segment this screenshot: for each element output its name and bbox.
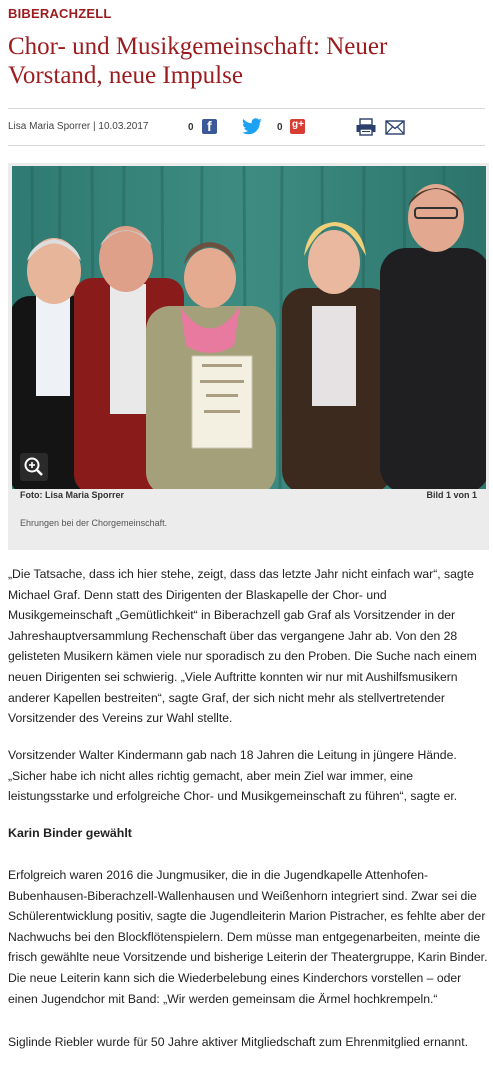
section-kicker[interactable]: BIBERACHZELL <box>8 6 112 21</box>
print-icon[interactable] <box>355 118 377 136</box>
article-subheading: Karin Binder gewählt <box>8 826 132 840</box>
article-paragraph: Siglinde Riebler wurde für 50 Jahre aktiver Mitgliedschaft zum Ehrenmitglied ernannt. <box>8 1035 468 1049</box>
byline: Lisa Maria Sporrer | 10.03.2017 <box>8 121 149 132</box>
article-paragraph: Vorsitzender Walter Kindermann gab nach 18 Jahren die Leitung in jüngere Hände. „Sicher habe ich nicht alles richtig gemacht, aber mein Ziel war immer, eine leistungsstarke und erfolgreiche Chor- und Musikgemeinschaft zu führen“, sagte er. <box>8 748 458 804</box>
twitter-count: 0 <box>277 122 283 133</box>
photo-counter: Bild 1 von 1 <box>426 490 477 500</box>
facebook-icon[interactable]: f <box>202 119 217 134</box>
article-paragraph: „Die Tatsache, dass ich hier stehe, zeigt, dass das letzte Jahr nicht einfach war“, sagte Michael Graf. Denn statt des Dirigenten der Blaskapelle der Chor- und Musikgemeinschaft „Gemütlichkeit“ in Biberachzell gab Graf als Vorsitzender in der Jahreshauptversammlung Rechenschaft über das vergangene Jahr ab. Von den 28 gelisteten Musikern kämen viele nur sporadisch zu den Proben. Die Suche nach einem neuen Dirigenten sei schwierig. „Viele Auftritte konnten wir nur mit Aushilfsmusikern anderer Kapellen bestreiten“, sagte Graf, der sich nicht mehr als stellvertretender Vorsitzender des Vereins zur Wahl stellte. <box>8 567 477 726</box>
photo-caption: Ehrungen bei der Chorgemeinschaft. <box>20 518 168 528</box>
article-meta <box>8 114 485 140</box>
article-paragraph: Erfolgreich waren 2016 die Jungmusiker, die in die Jugendkapelle Attenhofen-Bubenhausen-Biberachzell-Wallenhausen und Weißenhorn integriert sind. Zwar sei die Schülerentwicklung positiv, sagte die Jugendleiterin Marion Pistracher, es fehlte aber der Nachwuchs bei den Blockflötenspielern. Dem müsse man entgegenarbeiten, meinte die frisch gewählte neue Vorsitzende und bisherige Leiterin der Theatergruppe, Karin Binder. Die neue Leiterin kann sich die Wiederbelebung eines Kinderchors vorstellen – oder einen Jugendchor mit Band: „Wir werden gemeinsam die Ärmel hochkrempeln.“ <box>8 868 488 1006</box>
article-headline: Chor- und Musikgemeinschaft: Neuer Vorstand, neue Impulse <box>8 33 388 89</box>
article-photo[interactable] <box>12 166 486 489</box>
mail-icon[interactable] <box>385 120 405 135</box>
google-plus-icon[interactable]: g+ <box>290 119 305 134</box>
photo-gallery <box>8 163 489 550</box>
twitter-icon[interactable] <box>241 118 263 136</box>
divider <box>8 108 485 109</box>
magnifier-icon <box>20 453 48 481</box>
zoom-button[interactable] <box>20 453 48 481</box>
divider <box>8 145 485 146</box>
photo-credit: Foto: Lisa Maria Sporrer <box>20 490 125 500</box>
facebook-count: 0 <box>188 122 194 133</box>
